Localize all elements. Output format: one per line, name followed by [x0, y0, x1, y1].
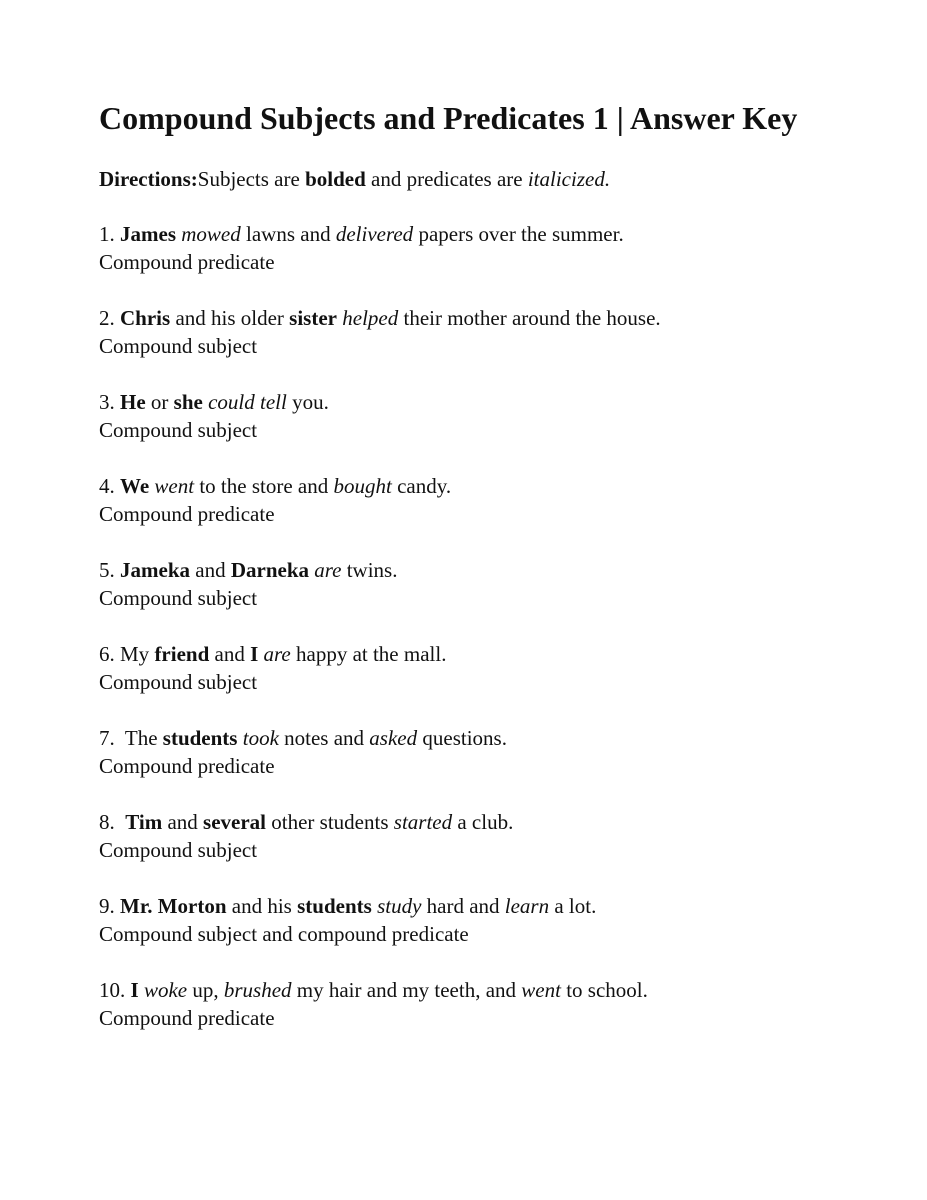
- sentence-segment-predicate: went: [521, 978, 561, 1002]
- sentence-segment-text: up,: [187, 978, 224, 1002]
- sentence: [99, 304, 899, 332]
- sentence-segment-subject: We: [120, 474, 150, 498]
- sentence-segment-subject: sister: [289, 306, 337, 330]
- answer-label: Compound subject: [99, 670, 258, 694]
- answer-label: Compound predicate: [99, 250, 275, 274]
- sentence-segment-text: hard and: [421, 894, 505, 918]
- sentence: [99, 976, 899, 1004]
- sentence-segment-text: and: [190, 558, 231, 582]
- sentence-segment-text: and: [162, 810, 204, 834]
- list-item: [99, 388, 899, 444]
- sentence-segment-subject: she: [173, 390, 203, 414]
- sentence-segment-text: other students: [266, 810, 394, 834]
- list-item: [99, 472, 899, 528]
- answer-label: Compound subject: [99, 418, 258, 442]
- answer-label: Compound subject and compound predicate: [99, 922, 469, 946]
- sentence-segment-subject: Chris: [120, 306, 171, 330]
- directions-segment: and predicates are: [365, 167, 528, 191]
- list-item: [99, 220, 899, 276]
- sentence-segment-subject: Mr. Morton: [120, 894, 227, 918]
- page-title: Compound Subjects and Predicates 1 | Answer Key: [99, 100, 798, 136]
- sentence-segment-text: and his older: [170, 306, 290, 330]
- directions-segment: bolded: [305, 167, 366, 191]
- sentence: [99, 808, 899, 836]
- sentence: [99, 388, 899, 416]
- sentence-segment-text: their mother around the house.: [398, 306, 661, 330]
- sentence-segment-subject: several: [203, 810, 267, 834]
- sentence-segment-text: 4.: [99, 474, 120, 498]
- sentence-segment-text: 2.: [99, 306, 120, 330]
- sentence-segment-predicate: went: [154, 474, 195, 498]
- sentence: [99, 472, 899, 500]
- sentence-segment-text: 5.: [99, 558, 120, 582]
- sentence-segment-text: 8.: [99, 810, 126, 834]
- list-item: [99, 724, 899, 780]
- sentence-segment-text: 9.: [99, 894, 120, 918]
- sentence-segment-predicate: learn: [504, 894, 550, 918]
- list-item: [99, 808, 899, 864]
- sentence-segment-subject: I: [130, 978, 139, 1002]
- sentence-segment-text: twins.: [341, 558, 398, 582]
- sentence-segment-predicate: study: [377, 894, 422, 918]
- sentence-segment-predicate: took: [242, 726, 279, 750]
- sentence: [99, 220, 899, 248]
- sentence-segment-predicate: are: [263, 642, 291, 666]
- sentence-segment-predicate: delivered: [335, 222, 414, 246]
- sentence-segment-subject: I: [250, 642, 259, 666]
- sentence-segment-predicate: could tell: [208, 390, 287, 414]
- sentence-segment-text: questions.: [417, 726, 507, 750]
- sentence-segment-subject: James: [120, 222, 176, 246]
- sentence: [99, 640, 899, 668]
- directions-segment: italicized.: [527, 167, 611, 191]
- sentence-segment-subject: students: [162, 726, 238, 750]
- sentence-segment-text: and his: [226, 894, 298, 918]
- answer-label: Compound predicate: [99, 502, 275, 526]
- sentence-segment-text: notes and: [278, 726, 370, 750]
- sentence-segment-predicate: asked: [369, 726, 418, 750]
- sentence-segment-predicate: helped: [342, 306, 399, 330]
- sentence-segment-text: a lot.: [549, 894, 597, 918]
- list-item: [99, 976, 899, 1032]
- list-item: [99, 556, 899, 612]
- sentence-segment-predicate: started: [393, 810, 453, 834]
- sentence: [99, 892, 899, 920]
- answer-label: Compound subject: [99, 334, 258, 358]
- answer-label: Compound subject: [99, 586, 258, 610]
- list-item: [99, 304, 899, 360]
- sentence-segment-text: 10.: [99, 978, 131, 1002]
- list-item: [99, 640, 899, 696]
- answer-list: [99, 220, 899, 1032]
- sentence-segment-predicate: are: [314, 558, 342, 582]
- sentence-segment-text: 1.: [99, 222, 120, 246]
- sentence-segment-text: 3.: [99, 390, 120, 414]
- answer-label: Compound predicate: [99, 1006, 275, 1030]
- sentence-segment-text: or: [145, 390, 174, 414]
- sentence-segment-predicate: mowed: [181, 222, 241, 246]
- sentence-segment-subject: He: [120, 390, 146, 414]
- sentence: [99, 556, 899, 584]
- sentence-segment-predicate: brushed: [223, 978, 292, 1002]
- sentence-segment-text: and: [209, 642, 251, 666]
- answer-label: Compound subject: [99, 838, 258, 862]
- directions-segment: Directions:: [99, 167, 198, 191]
- sentence-segment-text: a club.: [452, 810, 514, 834]
- sentence-segment-text: papers over the summer.: [413, 222, 624, 246]
- sentence-segment-predicate: bought: [333, 474, 392, 498]
- sentence-segment-subject: Tim: [125, 810, 163, 834]
- directions: [99, 165, 899, 193]
- sentence-segment-subject: friend: [154, 642, 210, 666]
- sentence: [99, 724, 899, 752]
- worksheet-page: [99, 98, 899, 1060]
- sentence-segment-text: lawns and: [240, 222, 336, 246]
- list-item: [99, 892, 899, 948]
- sentence-segment-subject: students: [297, 894, 372, 918]
- sentence-segment-subject: Darneka: [230, 558, 309, 582]
- sentence-segment-text: to school.: [560, 978, 648, 1002]
- sentence-segment-subject: Jameka: [120, 558, 190, 582]
- sentence-segment-text: candy.: [391, 474, 452, 498]
- sentence-segment-text: 6. My: [99, 642, 155, 666]
- directions-segment: Subjects are: [197, 167, 306, 191]
- sentence-segment-text: 7. The: [99, 726, 163, 750]
- sentence-segment-text: my hair and my teeth, and: [291, 978, 522, 1002]
- sentence-segment-text: you.: [286, 390, 329, 414]
- sentence-segment-predicate: woke: [143, 978, 188, 1002]
- sentence-segment-text: happy at the mall.: [290, 642, 447, 666]
- answer-label: Compound predicate: [99, 754, 275, 778]
- sentence-segment-text: to the store and: [194, 474, 334, 498]
